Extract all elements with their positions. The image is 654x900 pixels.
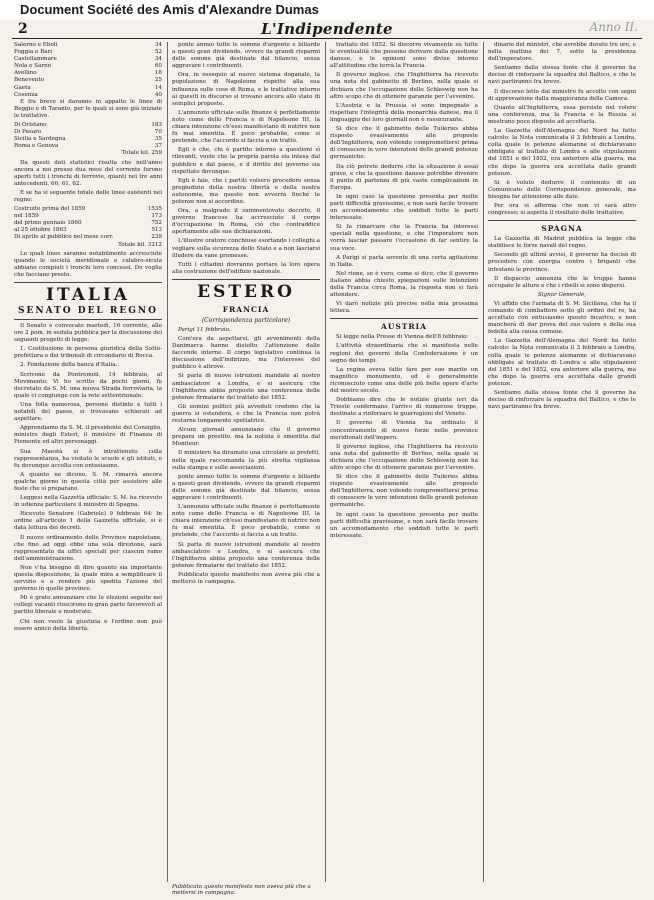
list-item: Di aprile al pubblico nel mese corr. 239 [14,234,162,241]
newspaper-title: L'Indipendente [261,20,393,38]
page-number: 2 [18,21,28,37]
paragraph: Com'era da aspettarsi, gli avvenimenti della Danimarca hanno distolto l'attenzione dalle faccende interne. Il corpo legislativo continua la discussione dell'indirizzo, ma l'interesse del pubblico è altrove. [172,336,320,371]
paragraph: Gli uomini politici più avveduti credono che la guerra si estenderà, e che la Francia non potrà restarne lungamente spettatrice. [172,403,320,425]
paragraph: Sentiamo dalla stessa fonte che il governo ha deciso di rinforzare la squadra del Baltico, e che le navi partiranno fra breve. [488,65,636,86]
paragraph: trattato del 1852. Si discorre vivamente su tutte le eventualità che possono derivare dalla questione danese, e le opinioni sono divise intorno all'attitudine che terrà la Francia. [330,42,478,70]
paragraph: 2. Fondazione della banca d'Italia. [20,362,118,369]
paragraph: A Parigi si parla sovente di una certa agitazione in Italia. [330,254,478,268]
document-banner: Document Société des Amis d'Alexandre Dumas [0,0,654,20]
paragraph: Tutti i cittadini dovranno portare la loro opera alla costruzione dell'edifizio nazionale. [172,261,320,275]
section-heading-italia: ITALIA [46,285,130,305]
paragraph: Si parla di nuove istruzioni mandate al nostro ambasciatore a Londra, e si assicura che l'Inghilterra abbia proposto una conferenza delle potenze firmatarie del trattato del 1852. [172,373,320,401]
paragraph: Si parla di nuove istruzioni mandate al nostro ambasciatore a Londra, e si assicura che l'Inghilterra abbia proposto una conferenza delle potenze firmatarie del trattato del 1852. [172,541,320,569]
paragraph: A quanto ne dicono, S. M. rimarrà ancora qualche giorno in questa città per assistere alle feste che si preparano. [14,471,162,492]
paragraph: Sua Maestà si è intrattenuto colla rappresentanza, ha visitato le scuole e gli istituti, e fu dovunque accolta con entusiasmo. [14,448,162,469]
total-line: Totale kil. 3212 [118,241,162,248]
paragraph: Il governo di Vienna ha ordinato il concentramento di nuove forze nelle province meridionali dell'impero. [330,420,478,441]
divider [488,220,636,221]
paragraph: Ricevuto Senatore (Gabriele) 9 febbraio 64: In ordine all'articolo 1 della Gazzetta ufficiale, si è data lettura dei decreti. [14,511,162,532]
list-item: nel 1859 173 [14,213,162,220]
paragraph: L'annunzio ufficiale sulle finanze è perfettamente noto come dello Francia e di Napoleone III, la chiara intenzione ch'essi manifestano di nutrire non fu mai smentita. È poco probabile, come si pretende, che l'accordo si faccia a un tratto. [172,504,320,539]
paragraph: In ogni caso la questione presenta per molte parti difficoltà gravissime, e non sarà facile trovare un accomodamento che soddisfi tutte le parti interessate. [330,193,478,222]
paragraph: Il governo inglese, che l'Inghilterra ha ricevuto una nota del gabinetto di Berlino, nella quale si dichiara che l'occupazione dello Schleswig non ha altro scopo che di ottenere garanzie per l'avvenire. [330,72,478,100]
paragraph: Il dispaccio annunzia che le truppe hanno occupato le alture e che i ribelli si sono dispersi. [488,275,636,289]
paragraph: Leggesi nella Gazzetta ufficiale: S. M. ha ricevuto in udienza particolare il ministro di Spagna. [14,495,162,509]
list-item: Gaeta 14 [14,84,162,91]
section-subheading-francia: FRANCIA [222,304,270,314]
list-item: Di Oristano 183 [14,122,162,129]
paragraph: Si fa rimarcare che la Francia ha interessi speciali nella questione, e che l'imperatore non vorrà lasciar passare l'occasione di far sentire la sua voce. [330,224,478,252]
paragraph: Non v'ha bisogno di dire quanto sia importante questa disposizione, la quale mira a semplificare il servizio e a rendere più spedita l'azione del governo in quelle province. [14,564,162,593]
paragraph: Secondo gli ultimi avvisi, il governo ha deciso di procedere con energia contro i briganti che infestano le province. [488,252,636,273]
masthead [12,20,642,39]
list-item: Di Pesaro 70 [14,129,162,136]
paragraph: Vi affido che l'armata di S. M. Siciliana, che ha il comando di combattere sotto gli ordini del re, ha accettato con entusiasmo questo incarico, e non mancherà di dar prova del suo valore e della sua fedeltà alla causa comune. [488,300,636,336]
list-item: Nola e Sarno 60 [14,63,162,70]
paragraph: Dobbiamo dire che le notizie giunte ieri da Trieste confermano l'arrivo di numerose truppe, destinate a rinforzare le guarnigioni del Veneto. [330,397,478,418]
section-heading-estero: ESTERO [197,281,295,302]
paragraph: La Gazzetta dell'Alemagna del Nord ha fatto calcolo: la Nota comunicata il 3 febbraio a Londra, colla quale le potenze alemanne si dichiaravano obbligate al trattato di Londra e alle stipulazioni del 1851 e del 1852, era anteriore alla guerra, ma che dopo la guerra era accettata dalle grandi potenze. [488,128,636,177]
dateline: Parigi 11 febbraio. [178,326,231,333]
paragraph: Chi non vuole la giustizia e l'ordine non può essere amico della libertà. [14,618,162,632]
paragraph: La Gazzetta dell'Alemagna del Nord ha fatto calcolo: la Nota comunicata il 3 febbraio a Londra, colla quale le potenze alemanne si dichiaravano obbligate al trattato di Londra e alle stipulazioni del 1851 e del 1852, era anteriore alla guerra, ma che dopo la guerra era accettata dalle grandi potenze. [488,338,636,387]
paragraph: Il Senato è convocato martedì, 16 corrente, alle ore 2 pom. in seduta pubblica per la discussione dei seguenti progetti di legge: [14,323,162,344]
column-rule [325,42,326,882]
paragraph: E se ha si seguente totale delle linee esistenti nel regno: [14,189,162,203]
paragraph: Si dice che il gabinetto delle Tuileries abbia risposto evasivamente alle proposte dell'Inghilterra, non volendo compromettersi prima di conoscere le vere intenzioni delle grandi potenze germaniche. [330,474,478,509]
railway-list-1 [14,42,162,99]
paragraph: Ora, in ossequio al nuovo sistema doganale, la popolazione di Napoleone rispetto alla sua influenza sulle cose di Roma, e le trattative intorno ai quesiti in discorso si trovano ancora allo stato di semplici proposte. [172,72,320,107]
footer-note: Pubblicato questo manifesto non aveva più che a mettersi in campagna. [172,884,311,896]
paragraph: 1. Costituzione in persona giuridica della Sotto-prefettura e dei tribunali di circondario di Rocca. [14,346,162,360]
paragraph: L'annunzio ufficiale sulle finanze è perfettamente noto come dello Francia e di Napoleone III, la chiara intenzione ch'essi manifestano di nutrire non fu mai smentita. È poco probabile, come si pretende, che l'accordo si faccia a un tratto. [172,109,320,145]
paragraph: Per ora si afferma che non vi sarà altro congresso; si aspetta il risultato delle trattative. [488,202,636,217]
paragraph: Quanto all'Inghilterra, essa persiste nel volere una conferenza, ma la Francia e la Russia si mostrano poco disposte ad accettarla. [488,104,636,125]
list-item: Foggia e Bari 52 [14,49,162,56]
railway-list-2 [14,122,162,150]
paragraph: Egli è che, chi è partito intorno a questioni sì rilevanti, vuole che la propria parola sia intesa dal pubblico e dal paese, e il diritto del governo sia rispettato dovunque. [172,147,320,175]
paragraph: Le quali linee saranno notabilmente accresciute quando le società meridionale e calabro-sicula abbiano compiuti i tronchi loro concessi. Do voglia che facciano presto. [14,250,162,278]
paragraph: Il nuovo ordinamento delle Province napoletane, che fino ad oggi ebbe una sola direzione, sarà rappresentato da uffici speciali per ciascun ramo dell'amministrazione. [14,534,162,562]
paragraph: Una folla numerosa, persone distinte e tutti i notabili del paese, si trovavano schierati ad aspettare. [14,401,162,423]
paragraph: L'illustre oratore conchiuse esortando i colleghi a vegliare sulla sicurezza dello Stato e a non lasciarsi illudere da vane promesse. [172,238,320,259]
paragraph: Si legge nella Presse di Vienna dell'8 febbraio: [336,334,469,341]
paragraph: La regina aveva fatto fare per suo marito un magnifico monumento, ed è generalmente riconosciuto come una delle più belle opere d'arte del nostro secolo. [330,366,478,395]
paragraph: E fra breve si daranno in appalto le linee di Reggio e di Taranto, per le quali si sono già iniziate le trattative. [14,98,162,119]
paragraph: Sentiamo dalla stessa fonte che il governo ha deciso di rinforzare la squadra del Baltico, e che le navi partiranno fra breve. [488,390,636,411]
paragraph: Pubblicato questo manifesto non aveva più che a mettersi in campagna. [172,571,320,585]
paragraph: Apprendiamo da S. M. il presidente del Consiglio, ministro degli Esteri, il ministro di Finanza di Piemonte ed altri personaggi. [14,425,162,446]
divider [172,279,320,280]
paragraph: Ora, a malgrado il summentovato decreto, il governo francese ha accresciuto il corpo d'occupazione in Roma, ciò che contraddice apertamente alle sue dichiarazioni. [172,208,320,236]
list-item: del primo gennaio 1860 752 [14,220,162,227]
list-item: Castellammare 34 [14,56,162,63]
column-3 [330,42,478,882]
paragraph: Da questi dati statistici risulta che nell'anno ancora a noi presso dua mesi del corrente furono aperti tutti i tronchi di ferrovie, quanti nei tre anni antecedenti, 60, 61, 62. [14,159,162,187]
paragraph: Il governo inglese, che l'Inghilterra ha ricevuto una nota del gabinetto di Berlino, nella quale si dichiara che l'occupazione dello Schleswig non ha altro scopo che di ottenere garanzie per l'avvenire. [330,443,478,471]
issue-stamp: Anno II. [589,20,638,34]
paragraph: L'Austria e la Prussia si sono impegnate a rispettare l'integrità della monarchia danese, ma il linguaggio dei loro giornali non è rassicurante. [330,102,478,123]
paragraph: ponte annuo tutte le somme d'argento e biliardo a questi gran dividendo, ovvero da grandi risparmi delle somme già destinate dal bilancio, senza aggravare i contribuenti. [172,473,320,501]
total-line: Totale kil. 259 [121,150,162,157]
list-item: Sicilia e Sardegna 35 [14,136,162,143]
paragraph: Scrivono da Pontremoli, 14 febbraio, al Movimento: Vi ho scritto da pochi giorni, fu decretato da S. M. una nuova Strada ferroviaria, la quale ci congiunge con la rete settentrionale. [14,371,162,399]
paragraph: Si dice che il gabinetto delle Tuileries abbia risposto evasivamente alle proposte dell'Inghilterra, non volendo compromettersi prima di conoscere le vere intenzioni delle grandi potenze germaniche. [330,126,478,161]
section-subheading-senato: SENATO DEL REGNO [14,306,162,320]
list-item: al 25 ottobre 1863 513 [14,227,162,234]
divider [14,282,162,283]
paragraph: Da ciò potrete dedurre che la situazione è assai grave, e che la questione danese potrebbe divenire il punto di partenza di più vaste complicazioni in Europa. [330,163,478,191]
railway-list-3 [14,206,162,241]
paragraph: dinario del ministri, che avrebbe durato tre ore, e nella mattina del 7, sotto la presidenza dell'imperatore. [488,42,636,63]
list-item: Avellino 18 [14,70,162,77]
paragraph: Mi è grato annunziare che le elezioni seguite nei collegi vacanti riuscirono in gran parte favorevoli al partito liberale e moderato. [14,595,162,616]
column-4 [488,42,636,882]
column-rule [167,42,168,882]
list-item: Roma e Genova 37 [14,143,162,150]
correspondence-label: (Corrispondenza particolare) [201,316,291,324]
paragraph: La Gazzetta di Madrid pubblica la legge che stabilisce le forze navali del regno. [488,236,636,250]
list-item: Salerno e Eboli 34 [14,42,162,48]
paragraph: Il ministero ha diramato una circolare ai prefetti, nella quale raccomanda la più stretta vigilanza sulla stampa e sulle associazioni. [172,450,320,471]
list-item: Benevento 25 [14,77,162,84]
paragraph: Nel rione, se è vero, come si dice, che il governo italiano abbia chiesto spiegazioni sulle intenzioni della Francia circa Roma, la risposta non si farà attendere. [330,270,478,299]
paragraph: ponte annuo tutte le somme d'argento e biliardo a questi gran dividendo, ovvero da grandi risparmi delle somme già destinate dal bilancio, senza aggravare i contribuenti. [172,42,320,70]
paragraph: Egli è fale, che i partiti volsero procedere senza pregiudizio della nostra libertà e della nostra autonomia, ma questo non avverrà finché le potenze non si accordino. [172,177,320,205]
paragraph: Alcuni giornali annunziano che il governo prepara un prestito, ma la notizia è smentita dal Moniteur. [172,427,320,448]
column-rule [483,42,484,882]
paragraph: In ogni caso la questione presenta per molte parti difficoltà gravissime, e non sarà facile trovare un accomodamento che soddisfi tutte le parti interessate. [330,511,478,539]
column-2 [172,42,320,882]
section-subheading-austria: AUSTRIA [381,322,427,332]
paragraph: Vi darò notizie più precise nella mia prossima lettera. [330,301,478,315]
column-1 [14,42,162,882]
section-subheading-spagna: SPAGNA [541,224,583,234]
divider [330,318,478,319]
paragraph: Il discorso letto dal ministro fu accolto con segni di approvazione dalla maggioranza della Camera. [488,88,636,102]
salutation: Signor Generale, [537,291,587,298]
list-item: Costruite prima del 1859 1535 [14,206,162,213]
paragraph: Si è voluto dedurre il contenuto di un Comunicato delle Corrispondenze generale, ma bisogna far attenzione alle date. [488,179,636,200]
list-item: Cosenza 40 [14,91,162,98]
paragraph: L'attività straordinaria che si manifesta nelle regioni dei governi della Confederazione è un segno dei tempi. [330,343,478,364]
